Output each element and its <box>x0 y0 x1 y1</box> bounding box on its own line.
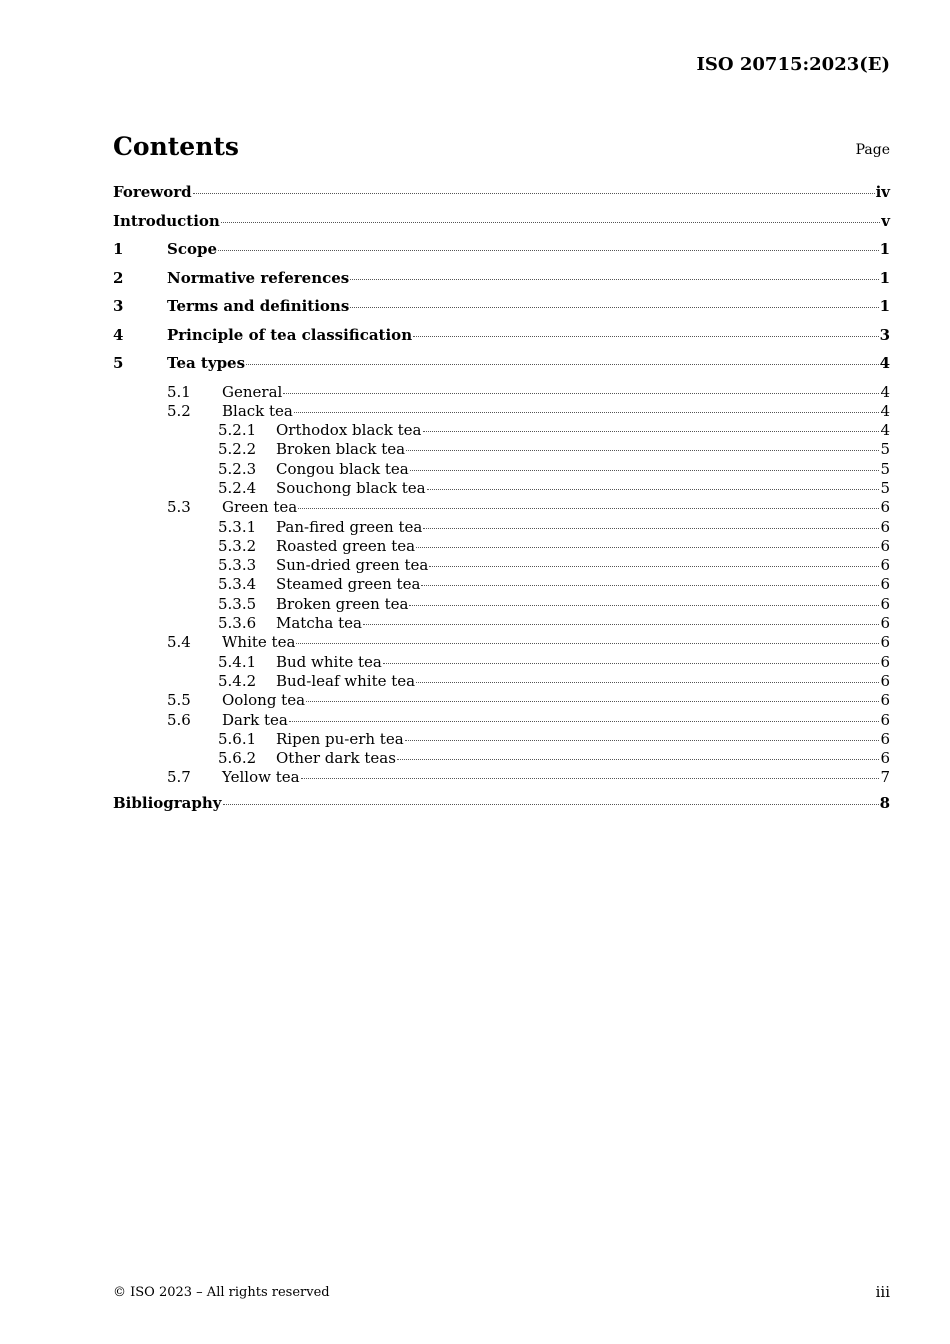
toc-entry-title: Principle of tea classification <box>167 325 413 344</box>
toc-entry-number: 5.2.1 <box>218 421 257 440</box>
dot-leader <box>283 393 879 394</box>
page-column-label: Page <box>855 142 890 158</box>
toc-entry-number: 5.3 <box>167 498 191 517</box>
toc-entry-title: Dark tea <box>222 710 288 729</box>
contents-heading: Contents <box>113 132 240 161</box>
toc-entry-title: Tea types <box>167 354 246 372</box>
toc-entry-number: 5.3.6 <box>218 614 257 633</box>
toc-entry-page: 6 <box>880 498 890 517</box>
toc-entry-number: 5.4.1 <box>218 652 257 671</box>
toc-entry[interactable] <box>113 653 890 672</box>
toc-entry-title: Normative references <box>167 268 350 287</box>
toc-entry[interactable] <box>113 711 890 730</box>
toc-entry-page: 1 <box>879 268 890 287</box>
dot-leader <box>350 279 878 280</box>
dot-leader <box>246 364 879 365</box>
toc-entry-title: Bud-leaf white tea <box>276 671 416 690</box>
toc-entry[interactable] <box>113 460 890 479</box>
toc-entry-title: Ripen pu-erh tea <box>276 729 404 748</box>
toc-entry-title: Green tea <box>222 498 298 517</box>
table-of-contents <box>113 183 890 823</box>
toc-entry-number: 5 <box>113 354 124 372</box>
toc-entry[interactable] <box>113 730 890 749</box>
toc-entry-number: 5.2.3 <box>218 459 257 478</box>
toc-entry-page: 6 <box>880 671 890 690</box>
toc-entry-page: 6 <box>880 614 890 633</box>
toc-entry-number: 5.3.5 <box>218 594 257 613</box>
toc-entry-number: 5.3.1 <box>218 517 257 536</box>
toc-entry-title: White tea <box>222 633 296 652</box>
toc-entry-page: 6 <box>880 710 890 729</box>
toc-entry-title: Broken green tea <box>276 594 409 613</box>
dot-leader <box>405 740 880 741</box>
toc-entry-page: 6 <box>880 729 890 748</box>
toc-entry-title: Orthodox black tea <box>276 421 422 440</box>
copyright-notice: © ISO 2023 – All rights reserved <box>113 1285 330 1300</box>
toc-entry[interactable] <box>113 633 890 652</box>
toc-entry-title: Bud white tea <box>276 652 382 671</box>
toc-entry-number: 5.2 <box>167 401 191 420</box>
dot-leader <box>193 193 875 194</box>
toc-entry[interactable] <box>113 749 890 768</box>
toc-entry-page: 6 <box>880 652 890 671</box>
toc-entry[interactable] <box>113 691 890 710</box>
toc-entry-title: Other dark teas <box>276 749 396 768</box>
toc-entry[interactable] <box>113 595 890 614</box>
dot-leader <box>421 585 879 586</box>
toc-entry[interactable] <box>113 498 890 517</box>
toc-entry[interactable] <box>113 556 890 575</box>
toc-entry-page: v <box>881 211 890 230</box>
dot-leader <box>289 721 880 722</box>
dot-leader <box>350 307 878 308</box>
toc-entry[interactable] <box>113 440 890 459</box>
toc-entry-title: Steamed green tea <box>276 575 421 594</box>
toc-entry-number: 5.6 <box>167 710 191 729</box>
toc-entry-page: 8 <box>879 794 890 813</box>
toc-entry-page: 5 <box>880 440 890 459</box>
toc-entry-number: 5.3.4 <box>218 575 257 594</box>
toc-entry-number: 5.7 <box>167 768 191 787</box>
toc-entry-number: 5.5 <box>167 691 191 710</box>
dot-leader <box>296 643 879 644</box>
toc-entry-title: Congou black tea <box>276 459 409 478</box>
toc-entry-page: 4 <box>880 421 890 440</box>
toc-entry-number: 1 <box>113 240 124 258</box>
dot-leader <box>294 412 880 413</box>
toc-entry-title: Broken black tea <box>276 440 406 459</box>
dot-leader <box>416 682 879 683</box>
dot-leader <box>427 489 880 490</box>
toc-entry-number: 5.4.2 <box>218 671 257 690</box>
dot-leader <box>423 431 880 432</box>
dot-leader <box>221 222 880 223</box>
toc-entry-page: 1 <box>879 240 890 258</box>
toc-entry-title: Terms and definitions <box>167 297 350 315</box>
toc-entry-page: 5 <box>880 478 890 497</box>
toc-entry[interactable] <box>113 614 890 633</box>
dot-leader <box>429 566 879 567</box>
toc-entry-number: 3 <box>113 297 124 315</box>
dot-leader <box>301 778 880 779</box>
toc-entry-page: 6 <box>880 556 890 575</box>
toc-entry-number: 5.1 <box>167 382 191 401</box>
toc-entry[interactable] <box>113 794 890 823</box>
toc-entry-title: Matcha tea <box>276 614 362 633</box>
toc-entry-title: Sun-dried green tea <box>276 556 429 575</box>
toc-entry-page: 6 <box>880 633 890 652</box>
toc-entry-title: Pan-fired green tea <box>276 517 423 536</box>
toc-entry-number: 5.3.3 <box>218 556 257 575</box>
toc-entry[interactable] <box>113 326 890 355</box>
toc-entry[interactable] <box>113 402 890 421</box>
toc-entry[interactable] <box>113 537 890 556</box>
toc-entry-page: iv <box>875 183 890 201</box>
toc-entry-title: Scope <box>167 240 218 258</box>
toc-entry-page: 6 <box>880 594 890 613</box>
toc-entry-number: 5.3.2 <box>218 536 257 555</box>
toc-entry-page: 4 <box>880 382 890 401</box>
toc-entry-page: 3 <box>879 325 890 344</box>
dot-leader <box>413 336 878 337</box>
toc-entry-number: 5.6.2 <box>218 749 257 768</box>
dot-leader <box>397 759 880 760</box>
toc-entry-title: Foreword <box>113 183 192 201</box>
toc-entry-number: 5.4 <box>167 633 191 652</box>
toc-entry-page: 7 <box>880 768 890 787</box>
toc-entry-page: 5 <box>880 459 890 478</box>
toc-entry-title: Roasted green tea <box>276 536 416 555</box>
toc-entry[interactable] <box>113 240 890 269</box>
toc-entry-title: Black tea <box>222 401 293 420</box>
dot-leader <box>298 508 879 509</box>
toc-entry-title: Souchong black tea <box>276 478 426 497</box>
dot-leader <box>218 250 879 251</box>
toc-entry-page: 6 <box>880 517 890 536</box>
toc-entry[interactable] <box>113 575 890 594</box>
toc-entry-number: 5.6.1 <box>218 729 257 748</box>
toc-entry[interactable] <box>113 518 890 537</box>
toc-entry-number: 5.2.4 <box>218 478 257 497</box>
toc-entry-number: 4 <box>113 325 124 344</box>
toc-entry-page: 4 <box>880 401 890 420</box>
toc-entry[interactable] <box>113 297 890 326</box>
dot-leader <box>223 804 879 805</box>
dot-leader <box>406 450 879 451</box>
dot-leader <box>363 624 880 625</box>
dot-leader <box>409 605 879 606</box>
toc-entry-page: 1 <box>879 297 890 315</box>
toc-entry-page: 6 <box>880 575 890 594</box>
toc-entry-page: 6 <box>880 749 890 768</box>
toc-entry[interactable] <box>113 479 890 498</box>
toc-entry[interactable] <box>113 183 890 212</box>
dot-leader <box>383 663 880 664</box>
toc-entry-page: 4 <box>879 354 890 372</box>
toc-entry-number: 2 <box>113 268 124 287</box>
dot-leader <box>423 528 879 529</box>
toc-entry-page: 6 <box>880 691 890 710</box>
dot-leader <box>410 470 880 471</box>
toc-entry-page: 6 <box>880 536 890 555</box>
toc-entry[interactable] <box>113 672 890 691</box>
document-id: ISO 20715:2023(E) <box>696 54 890 75</box>
toc-entry[interactable] <box>113 768 890 794</box>
page-number: iii <box>875 1283 890 1301</box>
dot-leader <box>306 701 879 702</box>
toc-entry-title: Oolong tea <box>222 691 306 710</box>
toc-entry-title: Bibliography <box>113 794 222 813</box>
toc-entry[interactable] <box>113 212 890 241</box>
toc-entry-title: Introduction <box>113 211 220 230</box>
toc-entry[interactable] <box>113 354 890 383</box>
toc-entry-number: 5.2.2 <box>218 440 257 459</box>
toc-entry-title: Yellow tea <box>222 768 300 787</box>
toc-entry-title: General <box>222 382 283 401</box>
toc-entry[interactable] <box>113 269 890 298</box>
dot-leader <box>416 547 879 548</box>
toc-entry[interactable] <box>113 421 890 440</box>
toc-entry[interactable] <box>113 383 890 402</box>
